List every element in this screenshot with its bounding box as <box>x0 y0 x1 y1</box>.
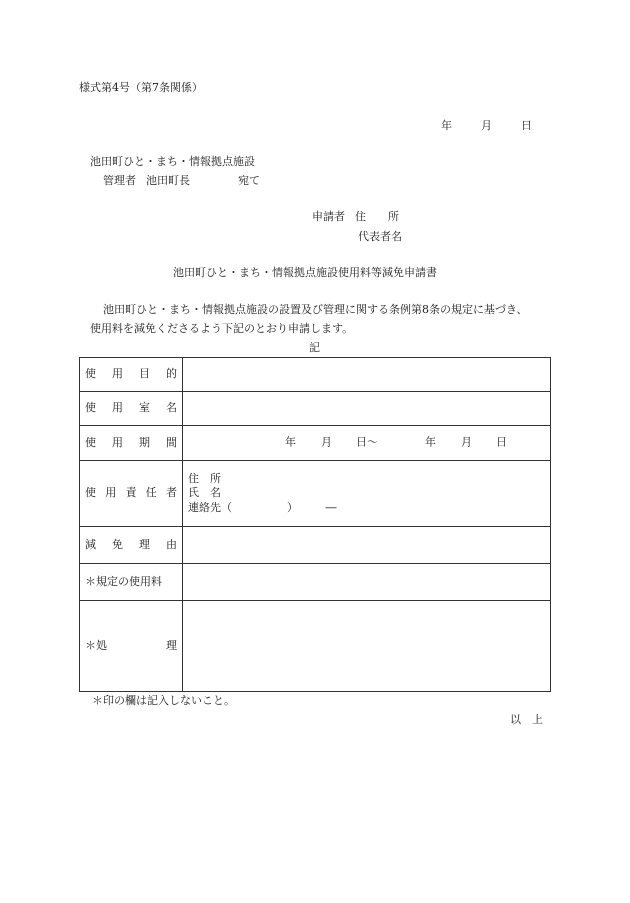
addressee-facility: 池田町ひと・まち・情報拠点施設 <box>90 155 255 168</box>
body-text-line-2: 使用料を減免くださるよう下記のとおり申請します。 <box>90 322 354 335</box>
responsible-address-label: 住 所 <box>188 472 221 486</box>
responsible-contact-label: 連絡先（ ） ― <box>188 500 337 514</box>
period-month-1: 月 <box>321 435 332 449</box>
applicant-label: 申請者 <box>312 210 345 223</box>
label-fee: ＊規定の使用料 <box>85 574 162 588</box>
manager-name: 池田町長 <box>146 174 190 187</box>
responsible-field[interactable] <box>183 461 551 527</box>
fee-field[interactable] <box>183 564 551 601</box>
label-responsible: 使 用 責 任 者 <box>85 486 177 500</box>
footnote: ＊印の欄は記入しないこと。 <box>92 694 235 707</box>
body-text-line-1: 池田町ひと・まち・情報拠点施設の設置及び管理に関する条例第8条の規定に基づき、 <box>103 303 528 316</box>
row-reason <box>80 527 551 564</box>
document-title: 池田町ひと・まち・情報拠点施設使用料等減免申請書 <box>173 266 437 279</box>
applicant-address-label: 住 所 <box>355 210 399 223</box>
addressee-manager <box>103 174 260 189</box>
date-month: 月 <box>481 119 492 132</box>
purpose-field[interactable] <box>183 358 551 392</box>
process-field[interactable] <box>183 601 551 692</box>
date-line <box>441 119 532 134</box>
row-responsible <box>80 461 551 527</box>
application-form-table <box>79 357 551 692</box>
date-year: 年 <box>441 119 452 132</box>
applicant-address-line <box>312 210 399 225</box>
responsible-name-label: 氏 名 <box>188 486 221 500</box>
label-purpose: 使 用 目 的 <box>85 367 177 381</box>
label-reason: 減 免 理 由 <box>85 537 177 551</box>
row-process <box>80 601 551 692</box>
period-day-1: 日～ <box>356 435 378 449</box>
period-month-2: 月 <box>461 435 472 449</box>
manager-label: 管理者 <box>103 174 136 187</box>
row-period <box>80 426 551 461</box>
closing-mark: 以 上 <box>510 713 543 726</box>
form-number: 様式第4号（第7条関係） <box>79 81 203 94</box>
date-day: 日 <box>521 119 532 132</box>
period-year-2: 年 <box>425 435 436 449</box>
honorific: 宛て <box>238 174 260 187</box>
row-purpose <box>80 358 551 392</box>
label-period: 使 用 期 間 <box>85 435 177 449</box>
reason-field[interactable] <box>183 527 551 564</box>
label-process: ＊処 理 <box>85 638 177 652</box>
row-fee <box>80 564 551 601</box>
period-year-1: 年 <box>285 435 296 449</box>
period-day-2: 日 <box>496 435 507 449</box>
room-field[interactable] <box>183 392 551 426</box>
row-room <box>80 392 551 426</box>
label-room: 使 用 室 名 <box>85 401 177 415</box>
period-field[interactable] <box>183 426 551 461</box>
ki-heading: 記 <box>309 341 320 354</box>
applicant-representative-label: 代表者名 <box>358 230 402 243</box>
